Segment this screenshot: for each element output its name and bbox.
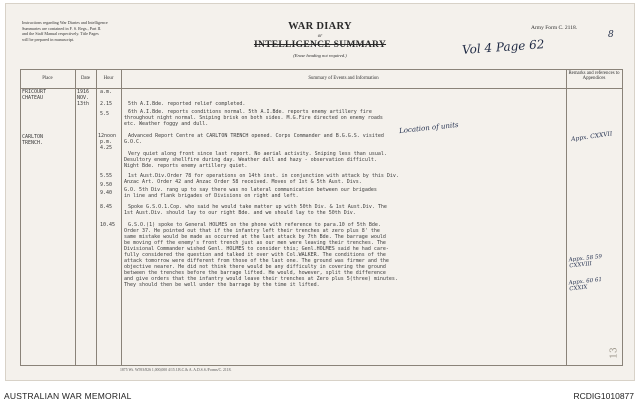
summary-line: in line and flank brigades of Divisions on right and left. bbox=[124, 193, 299, 199]
intelligence-summary-title: INTELLIGENCE SUMMARY bbox=[253, 40, 387, 50]
handwritten-number: 8 bbox=[608, 30, 614, 40]
summary-line: Divisional Commander wished Genl. HOLMES to consider this; Genl.HOLMES said he had care- bbox=[124, 246, 389, 252]
record-id-caption: RCDIG1010877 bbox=[573, 391, 634, 401]
remark-entry: Appx. 58 59 CXXVIII bbox=[568, 253, 603, 270]
place-entry: CARLTON bbox=[22, 134, 44, 140]
date-entry: 13th bbox=[77, 101, 90, 107]
institution-caption: AUSTRALIAN WAR MEMORIAL bbox=[4, 391, 132, 401]
instruction-line: will be prepared in manuscript. bbox=[22, 36, 75, 42]
instruction-line: Instructions regarding War Diaries and Intelligence bbox=[22, 20, 108, 25]
summary-line: G.O. 5th Div. rang up to say there was no lateral communication between our brigades bbox=[124, 187, 377, 193]
summary-line: Order 37. He pointed out that if the infantry left their trenches at zero plus 8' the bbox=[124, 228, 380, 234]
hour-entry: 9.50 bbox=[100, 182, 113, 188]
hour-entry: 5.55 bbox=[100, 173, 113, 179]
summary-line: throughout night normal. Sniping brisk on both sides. M.G.Fire directed on enemy roads bbox=[124, 115, 383, 121]
table-rule bbox=[96, 69, 97, 366]
hour-entry: 5.5 bbox=[100, 111, 110, 117]
place-entry: CHATEAU bbox=[22, 95, 44, 101]
instruction-line: and the Staff Manual respectively. Title Pages bbox=[22, 31, 99, 37]
summary-line: etc. Weather foggy and dull. bbox=[124, 121, 209, 127]
army-form-number: Army Form C. 2118. bbox=[531, 25, 578, 31]
summary-line: They should then be well under the barrage by the time it lifted. bbox=[124, 282, 320, 288]
summary-line: same mistake would be made as occurred at the last attack by 7th Bde. The barrage would bbox=[124, 234, 386, 240]
summary-line: objective nearer. He did not think there would be any difficulty in covering the ground bbox=[124, 264, 386, 270]
table-rule bbox=[20, 365, 623, 366]
erase-note: (Erase heading not required.) bbox=[293, 53, 347, 58]
remark-entry: Appx. CXXVII bbox=[570, 130, 613, 144]
table-rule bbox=[566, 69, 567, 366]
hour-entry: 12noon bbox=[98, 133, 117, 139]
place-entry: TRENCH. bbox=[22, 140, 44, 146]
summary-line: 1st Aust.Div.Order 78 for operations on 14th inst. in conjunction with attack by this Div. bbox=[128, 173, 399, 179]
summary-line: Spoke G.S.O.1.Cop. who said he would take matter up with 50th Div. & 1st Aust.Div. The bbox=[128, 204, 387, 210]
hour-entry: a.m. bbox=[100, 89, 113, 95]
table-rule bbox=[121, 69, 122, 366]
form-footer: 1875 Wt. W593/826 1,000,000 4/15 J.B.C.& A. A.D.S.S./Forms/C. 2118. bbox=[120, 368, 232, 372]
place-entry: FRICOURT bbox=[22, 89, 47, 95]
date-entry: 1916 bbox=[77, 89, 90, 95]
summary-line: attack tomorrow were different from those of the last one. The ground was firmer and the bbox=[124, 258, 389, 264]
summary-line: 1st Aust.Div. should lay to our right Bde. and we should lay to the 50th Div. bbox=[124, 210, 356, 216]
hour-entry: 2.15 bbox=[100, 101, 113, 107]
summary-line: Very quiet along front since last report. No aerial activity. Sniping less than usual. bbox=[128, 151, 387, 157]
summary-line: Night Bde. reports enemy artillery quiet. bbox=[124, 163, 248, 169]
summary-line: G.S.O.(1) spoke to General HOLMES on the phone with reference to para.10 of 5th Bde. bbox=[128, 222, 381, 228]
table-rule bbox=[20, 69, 21, 366]
title-or: or bbox=[317, 34, 323, 39]
hour-entry: 8.45 bbox=[100, 204, 113, 210]
page-stamp: 13 bbox=[609, 347, 620, 359]
column-header-hour: Hour bbox=[103, 76, 114, 81]
table-rule bbox=[622, 69, 623, 366]
hour-entry: 4.25 bbox=[100, 145, 113, 151]
summary-line: Advanced Report Centre at CARLTON TRENCH opened. Corps Commander and B.G.G.S. visited bbox=[128, 133, 384, 139]
summary-line: 5th A.I.Bde. reported relief completed. bbox=[128, 101, 246, 107]
hour-entry: 10.45 bbox=[100, 222, 116, 228]
column-header-date: Date bbox=[80, 76, 91, 81]
table-rule bbox=[20, 69, 623, 70]
column-header-remarks: Remarks and references to Appendices bbox=[568, 71, 620, 82]
hour-entry: p.m. bbox=[100, 139, 113, 145]
hour-entry: 9.40 bbox=[100, 190, 113, 196]
instruction-line: Summaries are contained in F. S. Regs., Part II. bbox=[22, 25, 102, 31]
summary-line: Desultory enemy shellfire during day. Weather dull and hazy - observation difficult. bbox=[124, 157, 377, 163]
summary-line: 6th A.I.Bde. reports conditions normal. 5th A.I.Bde. reports enemy artillery fire bbox=[128, 109, 372, 115]
summary-line: fully considered the question and talked it over with Col.WALKER. The conditions of the bbox=[124, 252, 386, 258]
handwritten-insert: Location of units bbox=[398, 120, 459, 136]
column-header-summary: Summary of Events and Information bbox=[308, 76, 379, 81]
summary-line: between the trenches before the barrage lifted. He would, however, split the difference bbox=[124, 270, 386, 276]
column-header-place: Place bbox=[42, 76, 53, 81]
summary-line: be moving off the enemy's front trench just as our men were leaving their trenches. The bbox=[124, 240, 386, 246]
summary-line: Anzac Art. Order 42 and Anzac Order 58 received. Moves of 1st & 5th Aust. Divs. bbox=[124, 179, 362, 185]
remark-entry: Appx. 60 61 CXXIX bbox=[568, 276, 603, 293]
summary-line: and give orders that the infantry would leave their trenches at Zero plus 5(three) minutes. bbox=[124, 276, 398, 282]
handwritten-volume-page: Vol 4 Page 62 bbox=[461, 37, 545, 57]
summary-line: G.O.C. bbox=[124, 139, 143, 145]
table-rule bbox=[75, 69, 76, 366]
date-entry: NOV. bbox=[77, 95, 90, 101]
war-diary-title: WAR DIARY bbox=[288, 21, 352, 32]
